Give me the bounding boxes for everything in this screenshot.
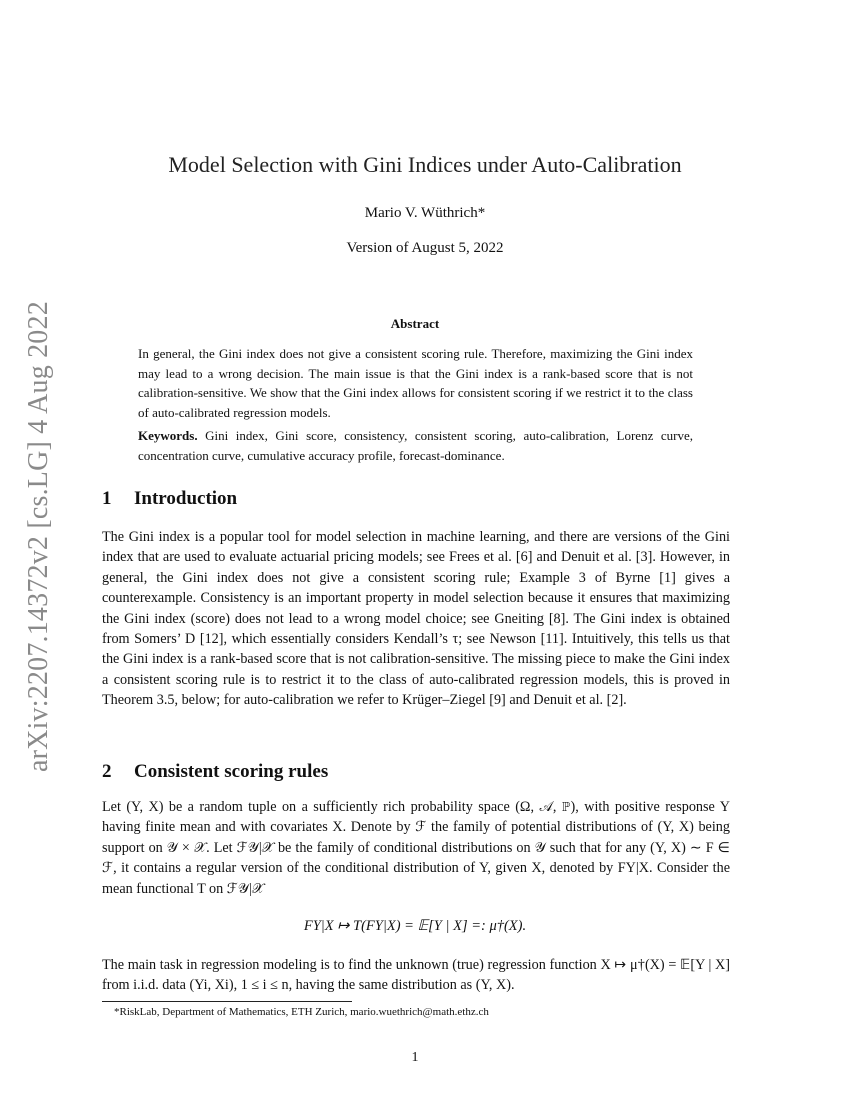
abstract-text: In general, the Gini index does not give a consistent scoring rule. Therefore, maximizing the Gini index may lead to a wrong decision. The main issue is that the Gini index is a rank-based score that is not calibration-sensitive. We show that the Gini index allows for consistent scoring if we restrict it to the class of auto-calibrated regression models. <box>138 346 693 420</box>
version-date: Version of August 5, 2022 <box>346 240 504 256</box>
section-title: Consistent scoring rules <box>134 761 329 782</box>
section-number: 2 <box>102 761 112 782</box>
section-number: 1 <box>102 488 112 509</box>
keywords <box>138 426 693 465</box>
mean-functional-equation: FY|X ↦ T(FY|X) = 𝔼[Y | X] =: μ†(X). <box>303 918 527 934</box>
section-title: Introduction <box>134 488 238 509</box>
page-number: 1 <box>411 1050 419 1065</box>
abstract-heading: Abstract <box>390 316 440 331</box>
keywords-label: Keywords. <box>138 428 198 443</box>
footnote-rule <box>102 1001 352 1002</box>
section-heading-consistent-scoring <box>102 761 328 783</box>
section2-paragraph: The main task in regression modeling is to find the unknown (true) regression function X ↦ μ†(X) = 𝔼[Y | X] from i.i.d. data (Yi, Xi), 1 ≤ i ≤ n, having the same distribution as (Y, X). <box>102 957 730 994</box>
footnote: *RiskLab, Department of Mathematics, ETH Zurich, mario.wuethrich@math.ethz.ch <box>114 1006 489 1018</box>
introduction-body: The Gini index is a popular tool for model selection in machine learning, and there are versions of the Gini index that are used to evaluate actuarial pricing models; see Frees et al. [6] and Denuit et al. [3]. However, in general, the Gini index does not give a consistent scoring rule; Example 3 of Byrne [1] gives a counterexample. Consistency is an important property in model selection because it ensures that maximizing the Gini index (score) does not lead to a wrong model choice; see Gneiting [8]. The Gini index is obtained from Somers’ D [12], which essentially considers Kendall’s τ; see Newson [11]. Intuitively, this tells us that the Gini index is a rank-based score that is not calibration-sensitive. The missing piece to make the Gini index a consistent scoring rule is to restrict it to the class of auto-calibrated regression models, this is proved in Theorem 3.5, below; for auto-calibration we refer to Krüger–Ziegel [9] and Denuit et al. [2]. <box>102 529 730 709</box>
paper-title: Model Selection with Gini Indices under Auto-Calibration <box>168 152 682 177</box>
keywords-list: Gini index, Gini score, consistency, consistent scoring, auto-calibration, Lorenz curve, concentration curve, cumulative accuracy profile, forecast-dominance. <box>138 428 693 463</box>
arxiv-identifier: arXiv:2207.14372v2 [cs.LG] 4 Aug 2022 <box>23 301 54 772</box>
author-name: Mario V. Wüthrich* <box>364 205 486 221</box>
section2-body: Let (Y, X) be a random tuple on a sufficiently rich probability space (Ω, 𝒜, ℙ), with positive response Y having finite mean and with covariates X. Denote by ℱ the family of potential distributions of (Y, X) being support on 𝒴 × 𝒳. Let ℱ𝒴|𝒳 be the family of conditional distributions on 𝒴 such that for any (Y, X) ∼ F ∈ ℱ, it contains a regular version of the conditional distribution of Y, given X, denoted by FY|X. Consider the mean functional T on ℱ𝒴|𝒳 <box>102 799 730 897</box>
section-heading-introduction <box>102 488 237 510</box>
